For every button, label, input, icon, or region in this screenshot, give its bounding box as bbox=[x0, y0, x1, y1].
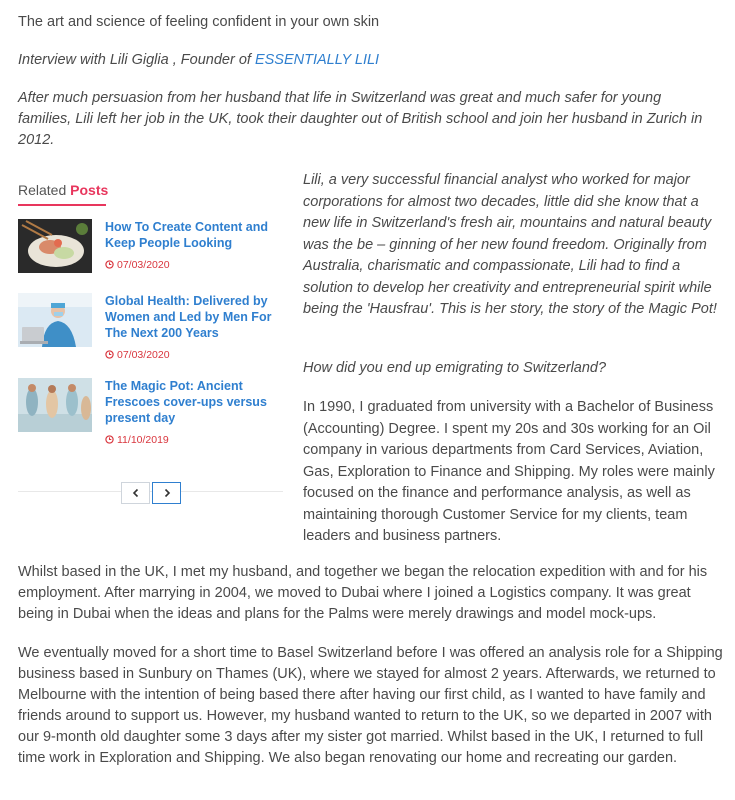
interview-prefix: Interview with Lili Giglia , Founder of bbox=[18, 52, 255, 68]
date-text: 07/03/2020 bbox=[117, 349, 170, 361]
related-post-date bbox=[105, 259, 170, 271]
brand-link[interactable]: ESSENTIALLY LILI bbox=[254, 52, 380, 68]
divider bbox=[18, 491, 283, 492]
related-post-title[interactable]: How To Create Content and Keep People Looking bbox=[105, 220, 268, 250]
related-title-bold: Posts bbox=[70, 182, 109, 198]
chevron-left-icon bbox=[131, 488, 141, 498]
next-button[interactable] bbox=[152, 482, 181, 504]
answer-paragraph: Whilst based in the UK, I met my husband, and together we began the relocation expedition with and for his employment. After marrying in 2004, we moved to Dubai where I joined a Logistics company. It was great being in Dubai when the ideas and plans for the Palms were merely drawings and model mock-ups. bbox=[18, 564, 708, 622]
related-post-date bbox=[105, 349, 170, 361]
date-text: 11/10/2019 bbox=[117, 434, 169, 446]
related-title-plain: Related bbox=[18, 182, 71, 198]
clock-icon bbox=[105, 435, 114, 444]
date-text: 07/03/2020 bbox=[117, 259, 170, 271]
clock-icon bbox=[105, 350, 114, 359]
bio-paragraph: Lili, a very successful financial analyst who worked for major corporations for almost two decades, little did she know that a new life in Switzerland's fresh air, mountains and natural beauty was the be – ginning of her new found freedom. Originally from Australia, charismatic and compassionate, Lili had to find a solution to develop her creativity and entrepreneurial spirit while being the 'Hausfrau'. This is her story, the story of the Magic Pot! bbox=[303, 172, 717, 317]
related-post-title[interactable]: The Magic Pot: Ancient Frescoes cover-ups versus present day bbox=[105, 379, 267, 425]
chevron-right-icon bbox=[162, 488, 172, 498]
answer-paragraph: We eventually moved for a short time to Basel Switzerland before I was offered an analysis role for a Shipping business based in Sunbury on Thames (UK), where we stayed for almost 2 years. Afterwards, we returned to Melbourne with the intention of being based there after having our first child, as I wanted to have family and friends around to support us. However, my husband wanted to return to the UK, so we departed in 2007 with our 9-month old daughter some 3 days after my sister got married. Whilst based in the UK, I returned to full time work in Exploration and Shipping. We also began renovating our home and recreating our garden. bbox=[18, 645, 723, 766]
lead-paragraph: After much persuasion from her husband that life in Switzerland was great and much safer for young families, Lili left her job in the UK, took their daughter out of British school and join her husband in Zurich in 2012. bbox=[18, 90, 703, 148]
clock-icon bbox=[105, 260, 114, 269]
interview-question: How did you end up emigrating to Switzerland? bbox=[303, 360, 607, 376]
food-photo[interactable] bbox=[18, 219, 92, 273]
related-post-date bbox=[105, 434, 169, 446]
answer-paragraph: In 1990, I graduated from university with a Bachelor of Business (Accounting) Degree. I spent my 20s and 30s working for an Oil company in various departments from Card Services, Aviation, Gas, Exploration to Finance and Shipping. My roles were mainly focused on the finance and performance analysis, as well as maintaining thorough Customer Service for my clients, team leaders and business partners. bbox=[303, 399, 715, 544]
interview-line bbox=[18, 50, 379, 71]
prev-button[interactable] bbox=[121, 482, 150, 504]
fresco-photo[interactable] bbox=[18, 378, 92, 432]
related-post-title[interactable]: Global Health: Delivered by Women and Led by Men For The Next 200 Years bbox=[105, 294, 272, 340]
related-posts-widget bbox=[18, 181, 283, 446]
related-posts-heading bbox=[18, 181, 283, 199]
tagline: The art and science of feeling confident in your own skin bbox=[18, 14, 380, 30]
doctor-laptop-photo[interactable] bbox=[18, 293, 92, 347]
heading-underline bbox=[18, 204, 106, 206]
